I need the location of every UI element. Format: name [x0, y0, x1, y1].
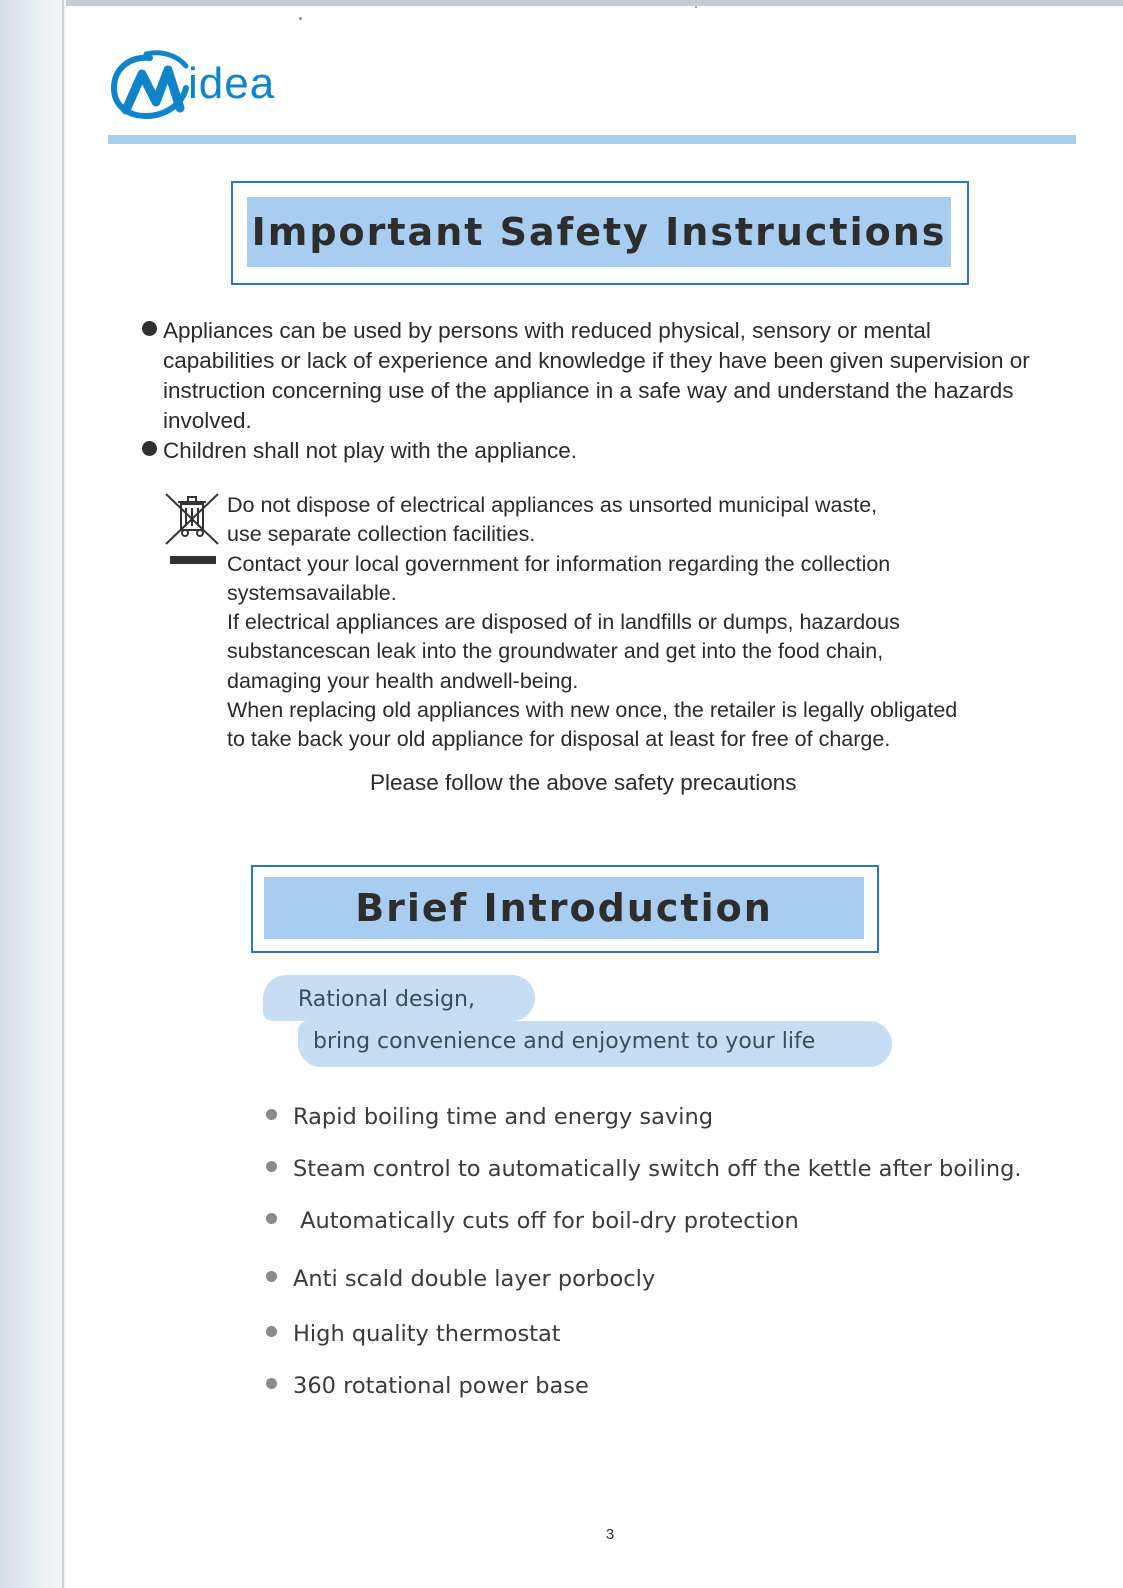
midea-m-mark-icon [110, 48, 192, 122]
feature-item [266, 1266, 655, 1292]
scan-top-edge [0, 0, 1123, 6]
feature-text: Anti scald double layer porbocly [293, 1266, 656, 1292]
crossed-out-wheelie-bin-icon [164, 492, 220, 566]
feature-item [266, 1208, 799, 1234]
safety-section-title-box [231, 181, 969, 285]
disposal-line: systemsavailable. [227, 580, 397, 605]
bullet-dot-icon [266, 1161, 277, 1172]
feature-text: Rapid boiling time and energy saving [293, 1104, 714, 1130]
feature-item [266, 1373, 589, 1399]
bullet-dot-icon [266, 1213, 277, 1224]
bullet-dot-icon [266, 1109, 277, 1120]
feature-text: 360 rotational power base [293, 1373, 589, 1399]
bullet-dot-icon [142, 321, 157, 336]
midea-logo [110, 48, 310, 122]
feature-text: High quality thermostat [293, 1321, 561, 1347]
intro-section-title-box [251, 865, 879, 953]
safety-bullet-list [140, 316, 1040, 466]
feature-item [266, 1321, 561, 1347]
disposal-line: use separate collection facilities. [227, 522, 536, 547]
page-number: 3 [605, 1526, 615, 1543]
scan-speck [695, 6, 697, 8]
disposal-line: Contact your local government for information regarding the collection [227, 551, 891, 576]
feature-item [266, 1104, 713, 1130]
disposal-line: Do not dispose of electrical appliances as unsorted municipal waste, [227, 493, 878, 517]
safety-follow-note: Please follow the above safety precautions [370, 770, 797, 795]
feature-text: Automatically cuts off for boil-dry protection [293, 1208, 799, 1234]
disposal-line: When replacing old appliances with new once, the retailer is legally obligated [227, 698, 958, 723]
feature-text: Steam control to automatically switch off the kettle after boiling. [293, 1156, 1022, 1182]
header-rule [108, 135, 1076, 144]
intro-title-fill [264, 877, 864, 939]
safety-bullet [140, 316, 1040, 436]
bullet-dot-icon [266, 1378, 277, 1389]
tagline-pill-1: Rational design, [263, 975, 535, 1021]
logo-wordmark: idea [188, 59, 276, 108]
disposal-line: substancescan leak into the groundwater and get into the food chain, [227, 639, 884, 664]
disposal-line: If electrical appliances are disposed of in landfills or dumps, hazardous [227, 610, 900, 635]
feature-item [266, 1156, 1022, 1182]
bullet-dot-icon [266, 1271, 277, 1282]
disposal-notice [227, 491, 1107, 755]
bullet-dot-icon [142, 441, 157, 456]
intro-section-title: Brief Introduction [355, 886, 773, 930]
safety-bullet-text: Children shall not play with the appliance. [163, 438, 577, 463]
safety-bullet [140, 436, 1040, 466]
safety-section-title: Important Safety Instructions [251, 210, 947, 254]
tagline-pill-2: bring convenience and enjoyment to your life [298, 1021, 892, 1067]
bullet-dot-icon [266, 1326, 277, 1337]
scan-speck [299, 17, 302, 20]
disposal-line: damaging your health andwell-being. [227, 668, 579, 693]
disposal-line: to take back your old appliance for disposal at least for free of charge. [227, 727, 891, 752]
scan-left-edge-line [62, 0, 64, 1588]
safety-title-fill [247, 197, 951, 267]
scan-left-edge [0, 0, 66, 1588]
safety-bullet-text: Appliances can be used by persons with reduced physical, sensory or mental capabilities or lack of experience and knowledge if they have been given supervision or instruction concerning use of the appliance in a safe way and understand the hazards involved. [163, 318, 1030, 433]
